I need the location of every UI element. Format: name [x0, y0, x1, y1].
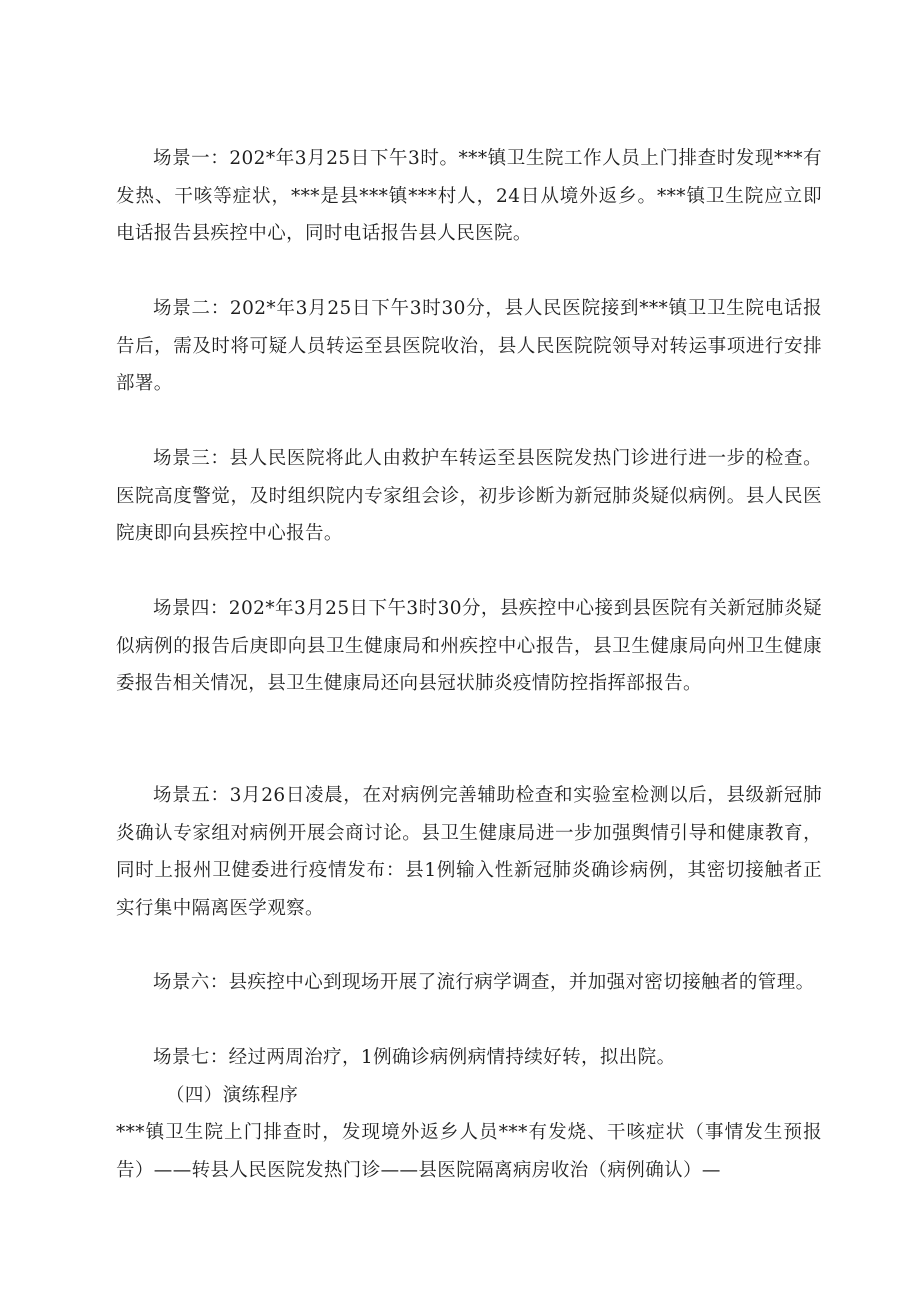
scenario-1-paragraph: 场景一：202*年3月25日下午3时。***镇卫生院工作人员上门排查时发现***有发热、干咳等症状，***是县***镇***村人，24日从境外返乡。***镇卫生院应立即电话报告县疾控中心，同时电话报告县人民医院。	[116, 148, 822, 244]
scenario-2-paragraph: 场景二：202*年3月25日下午3时30分，县人民医院接到***镇卫卫生院电话报告后，需及时将可疑人员转运至县医院收治，县人民医院院领导对转运事项进行安排部署。	[116, 298, 822, 394]
scenario-4-paragraph: 场景四：202*年3月25日下午3时30分，县疾控中心接到县医院有关新冠肺炎疑似病例的报告后庚即向县卫生健康局和州疾控中心报告，县卫生健康局向州卫生健康委报告相关情况，县卫生健康局还向县冠状肺炎疫情防控指挥部报告。	[116, 598, 822, 694]
section-heading: （四）演练程序	[166, 1085, 299, 1106]
scenario-5-paragraph: 场景五：3月26日凌晨，在对病例完善辅助检查和实验室检测以后，县级新冠肺炎确认专家组对病例开展会商讨论。县卫生健康局进一步加强舆情引导和健康教育，同时上报州卫健委进行疫情发布：县1例输入性新冠肺炎确诊病例，其密切接触者正实行集中隔离医学观察。	[116, 785, 822, 919]
scenario-7-paragraph: 场景七：经过两周治疗，1例确诊病例病情持续好转，拟出院。	[153, 1047, 676, 1068]
scenario-6-paragraph: 场景六：县疾控中心到现场开展了流行病学调查，并加强对密切接触者的管理。	[153, 972, 815, 993]
program-paragraph: ***镇卫生院上门排查时，发现境外返乡人员***有发烧、干咳症状（事情发生预报告）——转县人民医院发热门诊——县医院隔离病房收治（病例确认）—	[116, 1122, 822, 1181]
scenario-3-paragraph: 场景三：县人民医院将此人由救护车转运至县医院发热门诊进行进一步的检查。医院高度警觉，及时组织院内专家组会诊，初步诊断为新冠肺炎疑似病例。县人民医院庚即向县疾控中心报告。	[116, 448, 822, 544]
